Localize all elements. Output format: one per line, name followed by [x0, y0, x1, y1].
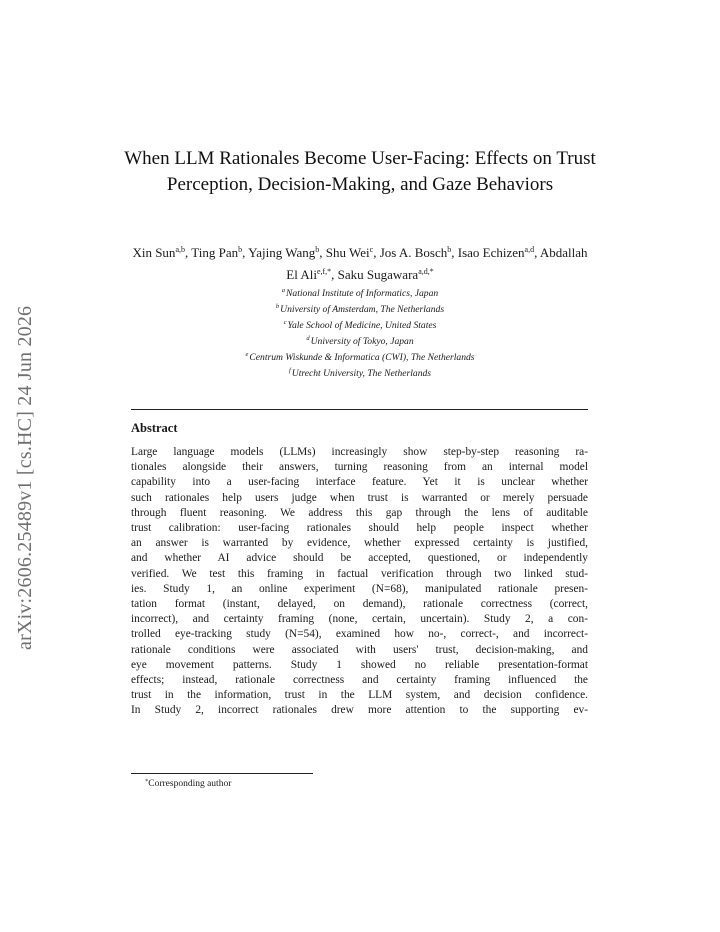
abstract-body — [131, 445, 588, 719]
author: Abdallah El Ali$^{e,f,*}$, — [286, 245, 588, 282]
author: Xin Sun$^{a,b}$, — [132, 245, 192, 260]
abstract-line: such rationales help users judge when trust is warranted or merely persuade — [131, 491, 588, 504]
affiliation: $^d$University of Tokyo, Japan — [306, 335, 414, 347]
abstract-line: verified. We test this framing in factual verification through two linked stud- — [131, 567, 588, 580]
footnote-rule — [131, 773, 313, 774]
abstract-line: In Study 2, incorrect rationales drew more attention to the supporting ev- — [131, 704, 588, 717]
affiliation: $^e$Centrum Wiskunde & Informatica (CWI), The Netherlands — [245, 351, 475, 363]
author: Jos A. Bosch$^b$, — [379, 245, 458, 260]
abstract-line: trolled eye-tracking study (N=54), examined how no-, correct-, and incorrect- — [131, 628, 588, 641]
abstract-heading: Abstract — [131, 421, 178, 435]
arxiv-side-stamp — [8, 260, 46, 650]
abstract-line: effects; instead, rationale correctness and certainty framing influenced the — [131, 674, 588, 687]
abstract-line: through fluent reasoning. We address this gap through the lens of auditable — [131, 506, 588, 519]
abstract-line: incorrect), and certainty framing (none, certain, uncertain). Study 2, a con- — [131, 613, 588, 626]
abstract-line: Large language models (LLMs) increasingly show step-by-step reasoning ra- — [131, 446, 588, 458]
abstract-line: tation format (instant, delayed, on demand), rationale correctness (correct, — [131, 598, 588, 611]
abstract-line: eye movement patterns. Study 1 showed no reliable presentation-format — [131, 658, 588, 671]
abstract-line: rationale conditions were associated with users' trust, decision-making, and — [131, 643, 588, 656]
paper-title: When LLM Rationales Become User-Facing: Effects on Trust Perception, Decision-Making, and Gaze Behaviors — [124, 148, 596, 195]
abstract-line: trust calibration: user-facing rationales should help people inspect whether — [131, 522, 588, 535]
affiliation: $^f$Utrecht University, The Netherlands — [288, 367, 432, 379]
abstract-line: ies. Study 1, an online experiment (N=68), manipulated rationale presen- — [131, 582, 588, 595]
abstract-line: trust in the information, trust in the LLM system, and decision confidence. — [131, 689, 588, 702]
corresponding-author-footnote: *Corresponding author — [145, 778, 232, 789]
abstract-line: and whether AI advice should be accepted, questioned, or independently — [131, 552, 588, 565]
affiliation: $^c$Yale School of Medicine, United States — [283, 319, 437, 331]
abstract-line: tionales alongside their answers, turning reasoning from an internal model — [131, 461, 588, 474]
affiliation: $^a$National Institute of Informatics, Japan — [281, 287, 439, 299]
author: Ting Pan$^b$, — [191, 245, 249, 260]
author: Yajing Wang$^b$, — [248, 245, 326, 260]
abstract-line: capability into a user-facing interface feature. Yet it is unclear whether — [131, 476, 588, 489]
abstract-top-rule — [131, 409, 588, 410]
affiliation: $^b$University of Amsterdam, The Netherlands — [275, 303, 445, 315]
abstract-line: an answer is warranted by evidence, whether expressed certainty is justified, — [131, 537, 588, 550]
author: Isao Echizen$^{a,d}$, — [457, 245, 540, 260]
author: Saku Sugawara$^{a,d,*}$ — [337, 267, 434, 282]
author: Shu Wei$^c$, — [325, 245, 380, 260]
arxiv-identifier: arXiv:2606.25489v1 [cs.HC] 24 Jun 2026 — [14, 305, 36, 650]
affiliation-list — [150, 284, 570, 380]
author-list — [130, 240, 590, 284]
